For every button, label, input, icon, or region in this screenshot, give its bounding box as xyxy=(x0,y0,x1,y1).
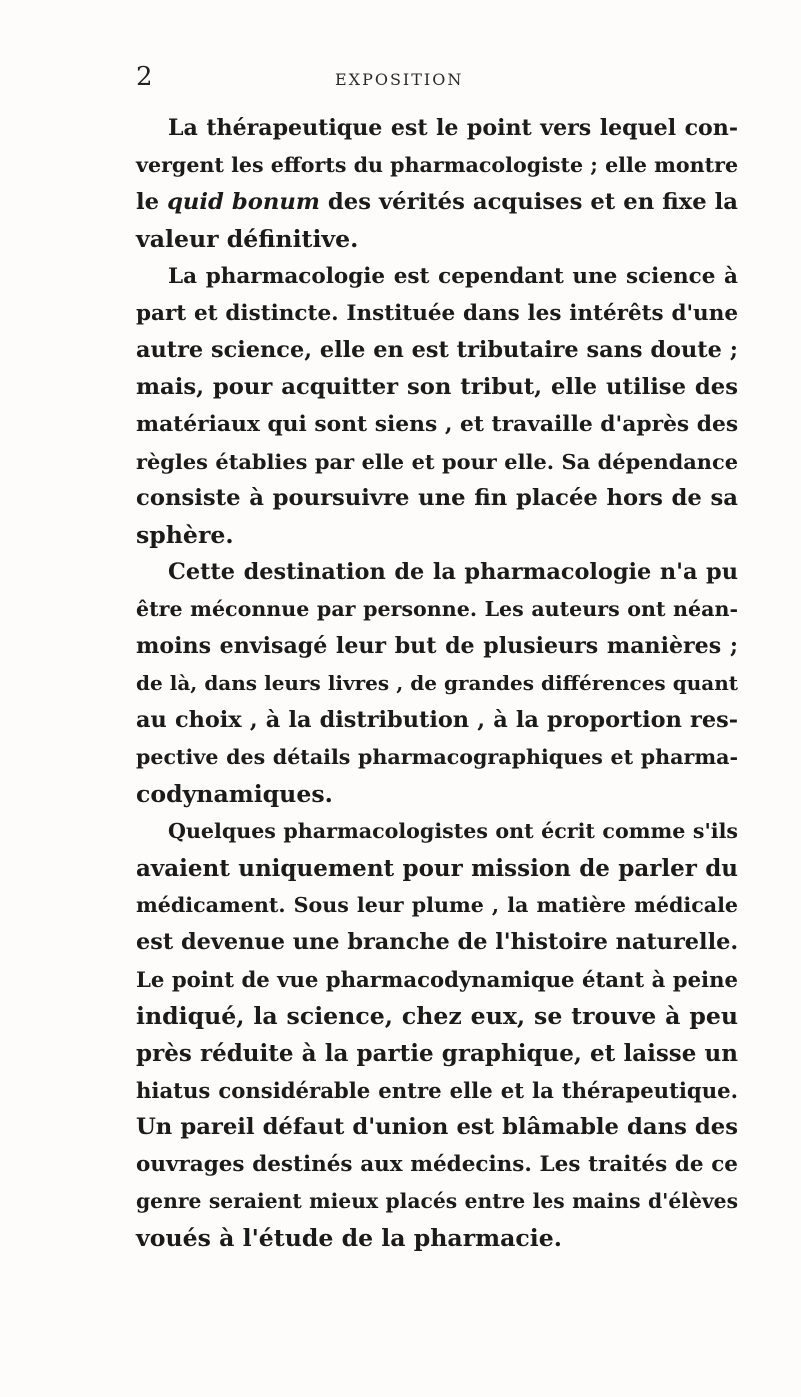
text-line: genre seraient mieux placés entre les mains d'élèves xyxy=(136,1189,738,1213)
text-line: avaient uniquement pour mission de parler du xyxy=(136,855,738,882)
text-line: mais, pour acquitter son tribut, elle utilise des xyxy=(136,374,738,400)
text-line: La pharmacologie est cependant une science à xyxy=(168,264,738,289)
text-line: être méconnue par personne. Les auteurs ont néan- xyxy=(136,597,738,621)
text-line: hiatus considérable entre elle et la thérapeutique. xyxy=(136,1078,738,1103)
text-line: vergent les efforts du pharmacologiste ; elle montre xyxy=(136,153,739,177)
text-line: La thérapeutique est le point vers lequel con- xyxy=(168,115,738,141)
text-line: ouvrages destinés aux médecins. Les traités de ce xyxy=(136,1152,738,1177)
text-line: matériaux qui sont siens , et travaille d'après des xyxy=(136,412,739,437)
text-line: Le point de vue pharmacodynamique étant à peine xyxy=(136,967,738,992)
page-number: 2 xyxy=(136,62,153,92)
text-line: de là, dans leurs livres , de grandes différences quant xyxy=(136,671,738,695)
text-line: valeur définitive. xyxy=(136,225,359,253)
text-line: Un pareil défaut d'union est blâmable dans des xyxy=(136,1114,738,1140)
text-line: sphère. xyxy=(136,521,234,549)
text-line: au choix , à la distribution , à la proportion res- xyxy=(136,707,738,733)
italic-phrase: quid bonum xyxy=(167,189,320,215)
text-line: part et distincte. Instituée dans les intérêts d'une xyxy=(136,301,738,326)
text-line: indiqué, la science, chez eux, se trouve à peu xyxy=(136,1002,738,1030)
text-line: est devenue une branche de l'histoire naturelle. xyxy=(136,929,739,955)
text-line: règles établies par elle et pour elle. Sa dépendance xyxy=(136,449,738,474)
text-line: voués à l'étude de la pharmacie. xyxy=(136,1224,562,1252)
text-line: près réduite à la partie graphique, et laisse un xyxy=(136,1040,738,1067)
text-line: Quelques pharmacologistes ont écrit comme s'ils xyxy=(168,819,738,843)
body-text xyxy=(136,110,738,1257)
text-line: pective des détails pharmacographiques et pharma- xyxy=(136,745,738,769)
text-line: consiste à poursuivre une fin placée hors de sa xyxy=(136,485,738,511)
text-line: moins envisagé leur but de plusieurs manières ; xyxy=(136,633,738,659)
running-title: EXPOSITION xyxy=(335,70,464,89)
text-line: le quid bonum des vérités acquises et en fixe la xyxy=(136,189,738,215)
text-line: codynamiques. xyxy=(136,780,333,808)
text-line: autre science, elle en est tributaire sans doute ; xyxy=(136,337,738,363)
text-line: Cette destination de la pharmacologie n'a pu xyxy=(168,559,738,585)
text-line: médicament. Sous leur plume , la matière médicale xyxy=(136,893,738,917)
